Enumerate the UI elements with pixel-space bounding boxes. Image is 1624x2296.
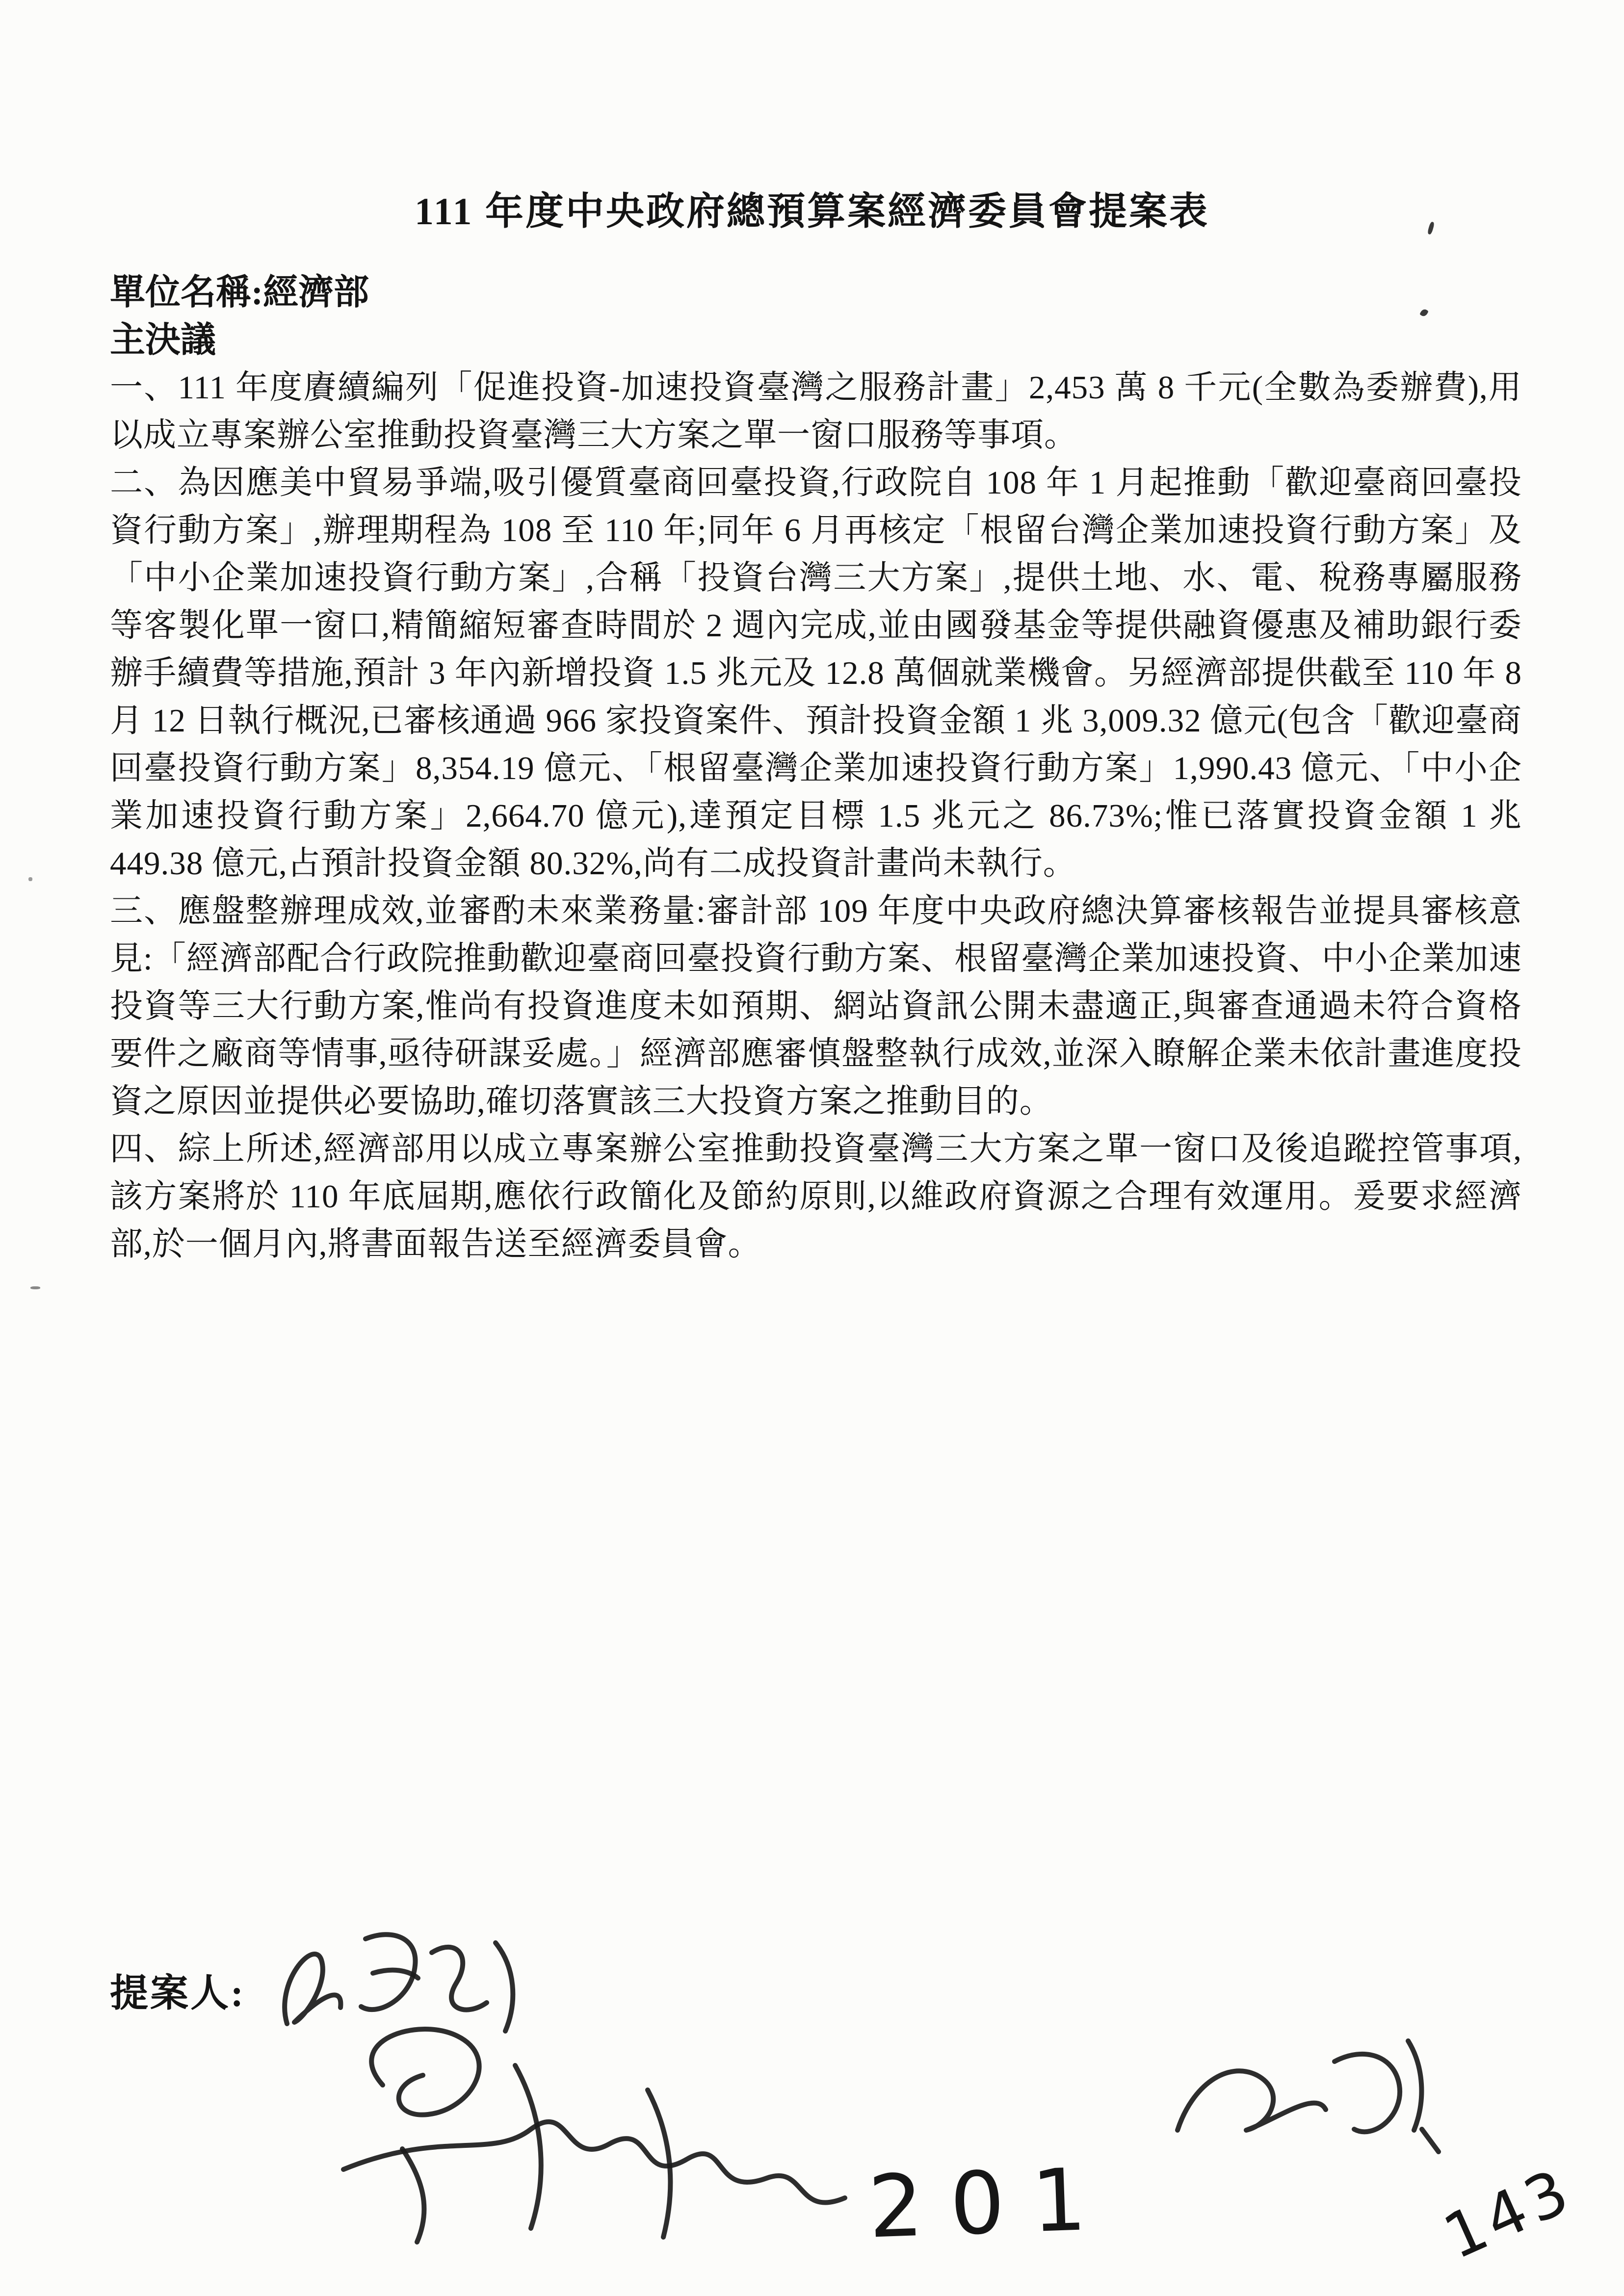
document-title: 111 年度中央政府總預算案經濟委員會提案表 xyxy=(415,190,1209,233)
handwritten-page-number: 201 xyxy=(866,2149,1115,2258)
paragraph-4: 四、綜上所述,經濟部用以成立專案辦公室推動投資臺灣三大方案之單一窗口及後追蹤控管事項,該方案將於 110 年底屆期,應依行政簡化及節約原則,以維政府資源之合理有效運用。爰要求經濟部,於一個月內,將書面報告送至經濟委員會。 xyxy=(110,1131,1522,1262)
document-body xyxy=(110,269,1522,1268)
signature-1-icon xyxy=(285,1934,513,2031)
paragraph-2: 二、為因應美中貿易爭端,吸引優質臺商回臺投資,行政院自 108 年 1 月起推動「歡迎臺商回臺投資行動方案」,辦理期程為 108 至 110 年;同年 6 月再核定「根留台灣企業加速投資行動方案」及「中小企業加速投資行動方案」,合稱「投資台灣三大方案」,提供土地、水、電、稅務專屬服務等客製化單一窗口,精簡縮短審查時間於 2 週內完成,並由國發基金等提供融資優惠及補助銀行委辦手續費等措施,預計 3 年內新增投資 1.5 兆元及 12.8 萬個就業機會。另經濟部提供截至 110 年 8 月 12 日執行概況,已審核通過 966 家投資案件、預計投資金額 1 兆 3,009.32 億元(包含「歡迎臺商回臺投資行動方案」8,354.19 億元、「根留臺灣企業加速投資行動方案」1,990.43 億元、「中小企業加速投資行動方案」2,664.70 億元),達預定目標 1.5 兆元之 86.73%;惟已落實投資金額 1 兆 449.38 億元,占預計投資金額 80.32%,尚有二成投資計畫尚未執行。 xyxy=(110,465,1522,882)
handwritten-corner-number: 143 xyxy=(1434,2154,1583,2273)
unit-name-line: 單位名稱:經濟部 xyxy=(110,273,369,312)
signatures-layer xyxy=(0,1854,1624,2296)
proposer-label: 提案人: xyxy=(110,1972,245,2014)
resolution-heading: 主決議 xyxy=(110,320,216,360)
scan-artifact xyxy=(30,1286,40,1289)
signature-3-icon xyxy=(1178,2041,1439,2152)
paragraph-1: 一、111 年度賡續編列「促進投資-加速投資臺灣之服務計畫」2,453 萬 8 千元(全數為委辦費),用以成立專案辦公室推動投資臺灣三大方案之單一窗口服務等事項。 xyxy=(110,369,1522,453)
signature-2-icon xyxy=(343,2029,845,2242)
paragraph-3: 三、應盤整辦理成效,並審酌未來業務量:審計部 109 年度中央政府總決算審核報告並提具審核意見:「經濟部配合行政院推動歡迎臺商回臺投資行動方案、根留臺灣企業加速投資、中小企業加速投資等三大行動方案,惟尚有投資進度未如預期、網站資訊公開未盡適正,與審查通過未符合資格要件之廠商等情事,亟待研謀妥處。」經濟部應審慎盤整執行成效,並深入瞭解企業未依計畫進度投資之原因並提供必要協助,確切落實該三大投資方案之推動目的。 xyxy=(110,893,1522,1120)
scan-artifact xyxy=(28,877,32,881)
